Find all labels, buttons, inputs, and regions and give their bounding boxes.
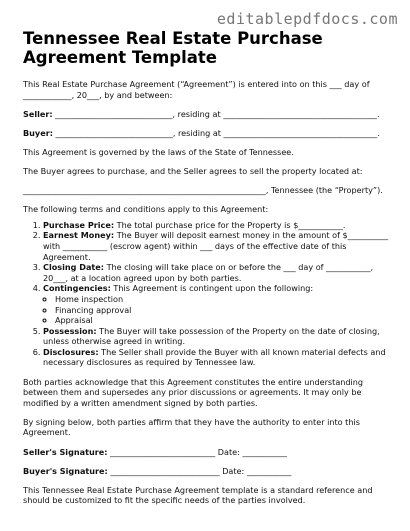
seller-label: Seller: (23, 108, 53, 119)
term-item (43, 262, 393, 283)
term-label: Purchase Price: (43, 219, 115, 230)
acknowledgment-paragraph: Both parties acknowledge that this Agreement constitutes the entire understanding between them and supersedes any prior discussions or agreements. It may only be modified by a written amendment signed by both parties. (23, 376, 364, 408)
term-label: Earnest Money: (43, 230, 115, 241)
contingency-list (43, 294, 393, 326)
buyer-signature-line (23, 466, 393, 477)
property-line: ____________________________________________________________, Tennessee (the “Property”). (23, 185, 383, 196)
document-body (23, 29, 393, 506)
seller-signature-fill: __________________________ Date: ___________ (107, 446, 287, 457)
seller-signature-line (23, 447, 393, 458)
document-title: Tennessee Real Estate Purchase Agreement Template (23, 29, 323, 67)
seller-signature-label: Seller's Signature: (23, 446, 108, 457)
term-text: This Agreement is contingent upon the following: (110, 283, 314, 294)
term-label: Possession: (43, 325, 97, 336)
term-label: Closing Date: (43, 262, 105, 273)
term-item (43, 283, 393, 325)
term-item (43, 230, 393, 262)
purchase-statement: The Buyer agrees to purchase, and the Seller agrees to sell the property located at: (23, 165, 363, 176)
governing-law: This Agreement is governed by the laws of the State of Tennessee. (23, 146, 294, 157)
term-item (43, 326, 393, 347)
intro-paragraph: This Real Estate Purchase Agreement (“Agreement”) is entered into on this ___ day of ____________, 20___, by and between: (23, 79, 370, 100)
term-text: The Seller shall provide the Buyer with all known material defects and necessary disclosures as required by Tennessee law. (43, 346, 386, 368)
site-watermark: editablepdfdocs.com (216, 10, 398, 28)
seller-line (23, 109, 393, 120)
buyer-fill-line: _____________________________, residing at ______________________________________. (52, 127, 380, 138)
contingency-item: ◦ Financing approval (55, 305, 393, 316)
buyer-line (23, 128, 393, 139)
terms-list (23, 220, 393, 368)
terms-intro: The following terms and conditions apply to this Agreement: (23, 204, 269, 215)
term-label: Contingencies: (43, 283, 111, 294)
term-text: The total purchase price for the Property is $___________. (114, 219, 346, 230)
term-text: The Buyer will deposit earnest money in the amount of $__________ with ___________ (escrow agent) within ___ days of the effective date of this Agreement. (43, 230, 389, 262)
seller-fill-line: _____________________________, residing at ______________________________________. (52, 108, 380, 119)
buyer-label: Buyer: (23, 127, 53, 138)
buyer-signature-fill: ___________________________ Date: ___________ (107, 465, 292, 476)
term-text: The Buyer will take possession of the Property on the date of closing, unless otherwise agreed in writing. (43, 325, 380, 347)
contingency-item: ◦ Home inspection (55, 294, 393, 305)
term-item (43, 220, 393, 231)
authority-paragraph: By signing below, both parties affirm that they have the authority to enter into this Agreement. (23, 416, 360, 438)
footer-note: This Tennessee Real Estate Purchase Agreement template is a standard reference and should be customized to fit the specific needs of the parties involved. (23, 484, 373, 506)
term-item (43, 347, 393, 368)
term-label: Disclosures: (43, 346, 99, 357)
contingency-item: ◦ Appraisal (55, 315, 393, 326)
term-text: The closing will take place on or before the ___ day of ___________, 20___, at a location agreed upon by both parties. (43, 262, 374, 283)
buyer-signature-label: Buyer's Signature: (23, 465, 108, 476)
